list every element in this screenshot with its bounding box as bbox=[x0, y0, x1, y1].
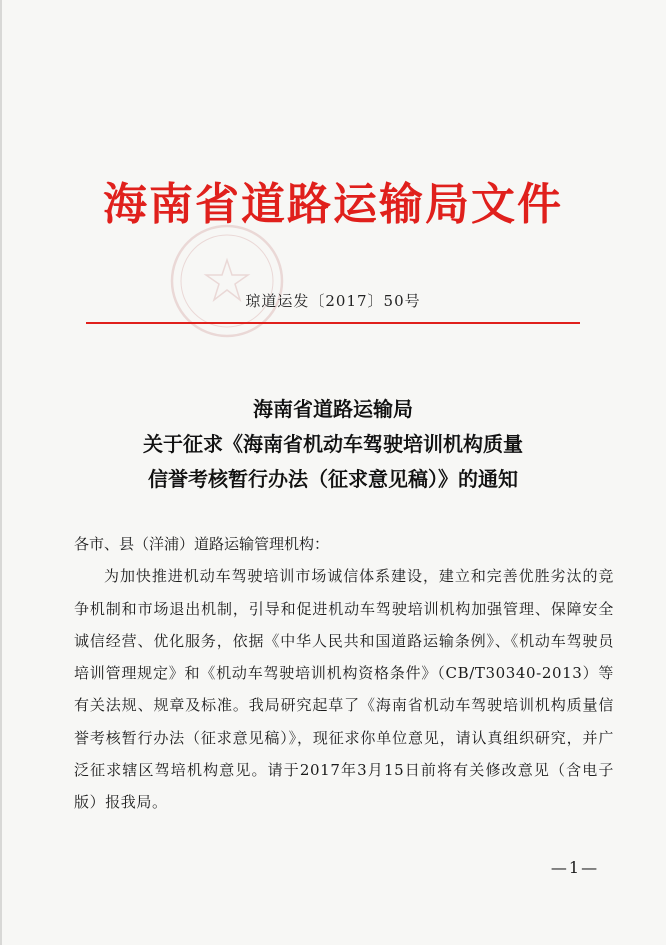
notice-title-line-3: 信誉考核暂行办法（征求意见稿）》的通知 bbox=[148, 467, 518, 491]
document-header-title: 海南省道路运输局文件 bbox=[103, 179, 563, 230]
red-divider-line bbox=[86, 322, 580, 324]
notice-title-line-2: 关于征求《海南省机动车驾驶培训机构质量 bbox=[143, 432, 523, 456]
notice-title-line-1: 海南省道路运输局 bbox=[253, 397, 413, 421]
notice-title bbox=[0, 392, 666, 497]
page-number: —1— bbox=[550, 858, 600, 877]
salutation: 各市、县（洋浦）道路运输管理机构： bbox=[74, 535, 330, 553]
body-paragraph: 为加快推进机动车驾驶培训市场诚信体系建设，建立和完善优胜劣汰的竞争机制和市场退出机制，引导和促进机动车驾驶培训机构加强管理、保障安全诚信经营、优化服务，依据《中华人民共和国道路运输条例》、《机动车驾驶员培训管理规定》和《机动车驾驶培训机构资格条件》（CB/T30340-2013）等有关法规、规章及标准。我局研究起草了《海南省机动车驾驶培训机构质量信誉考核暂行办法（征求意见稿）》，现征求你单位意见，请认真组织研究，并广泛征求辖区驾培机构意见。请于2017年3月15日前将有关修改意见（含电子版）报我局。 bbox=[74, 567, 614, 812]
notice-body bbox=[74, 528, 614, 819]
document-number: 琼道运发〔2017〕50号 bbox=[245, 292, 421, 310]
